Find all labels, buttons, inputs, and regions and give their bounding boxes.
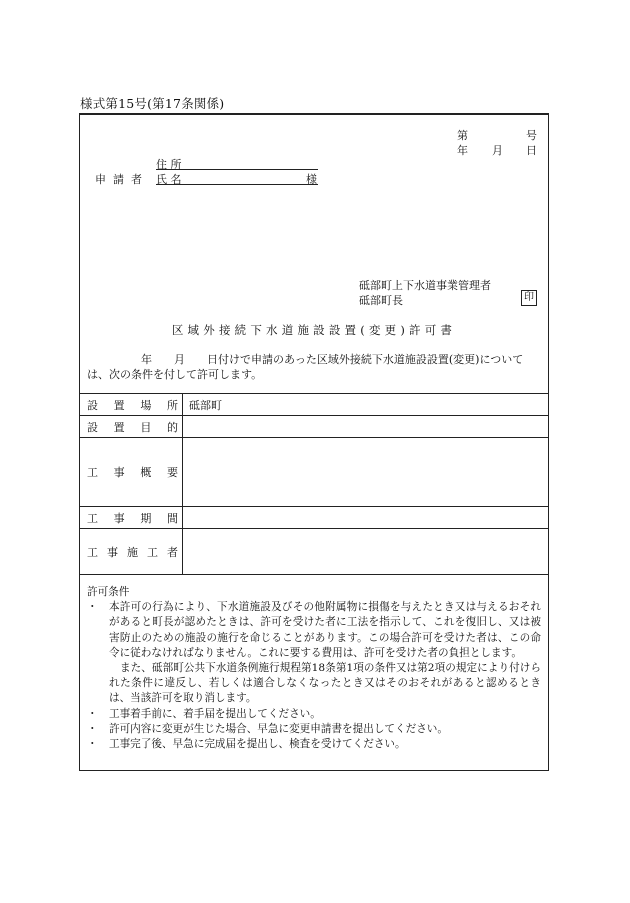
issuer-organization: 砥部町上下水道事業管理者 [359, 279, 491, 292]
address-label: 住 所 [156, 158, 182, 171]
table-row-overview [80, 437, 548, 506]
row-label: 工 事 施 工 者 [80, 529, 183, 574]
table-row-period [80, 506, 548, 528]
conditions-heading: 許可条件 [87, 586, 130, 598]
condition-item: ・ 工事完了後、早急に完成届を提出し、検査を受けてください。 [87, 737, 541, 752]
seal-mark: 印 [521, 290, 537, 306]
document-title: 区域外接続下水道施設設置(変更)許可書 [171, 323, 457, 337]
intro-text: 年 月 日付けで申請のあった区域外接続下水道施設設置(変更)については、次の条件を付して許可します。 [87, 353, 524, 381]
bullet-mark: ・ [87, 738, 98, 751]
bullet-mark: ・ [87, 601, 98, 614]
name-label: 氏 名 [156, 173, 182, 186]
condition-item: ・ 許可内容に変更が生じた場合、早急に変更申請書を提出してください。 [87, 722, 541, 737]
address-underline [156, 169, 318, 170]
bullet-mark: ・ [87, 707, 98, 720]
date-year: 年 [457, 144, 468, 157]
row-label: 設 置 場 所 [80, 394, 183, 415]
condition-item: ・ 本許可の行為により、下水道施設及びその他附属物に損傷を与えたとき又は与えるおそれがあると町長が認めたときは、許可を受けた者に工法を指示して、これを復旧し、又は被害防止のための施設の施行を命じることがあります。この場合許可を受けた者は、この命令に従わなければなりません。これに要する費用は、許可を受けた者の負担とします。 [87, 600, 541, 661]
details-table [80, 393, 548, 574]
condition-item: ・ 工事着手前に、着手届を提出してください。 [87, 707, 541, 722]
row-label: 設 置 目 的 [80, 416, 183, 437]
row-value: 砥部町 [189, 398, 222, 412]
table-row-purpose [80, 415, 548, 437]
issuer-title: 砥部町長 [359, 294, 403, 307]
form-number: 様式第15号(第17条関係) [80, 96, 225, 111]
bullet-mark: ・ [87, 722, 98, 735]
condition-note: また、砥部町公共下水道条例施行規程第18条第1項の条件又は第2項の規定により付けられた条件に違反し、若しくは適合しなくなったとき又はそのおそれがあると認めるときは、当該許可を取り消します。 [109, 662, 541, 705]
table-row-location [80, 393, 548, 415]
row-label: 工 事 概 要 [80, 438, 183, 506]
honorific: 様 [306, 173, 317, 186]
row-label: 工 事 期 間 [80, 507, 183, 528]
permit-form [79, 113, 549, 771]
date-month: 月 [492, 144, 503, 157]
name-underline [156, 184, 318, 185]
date-day: 日 [526, 144, 537, 157]
number-prefix: 第 [457, 129, 468, 142]
table-row-contractor [80, 528, 548, 574]
number-suffix: 号 [526, 129, 537, 142]
applicant-label: 申 請 者 [95, 173, 142, 186]
permit-conditions [80, 574, 548, 752]
